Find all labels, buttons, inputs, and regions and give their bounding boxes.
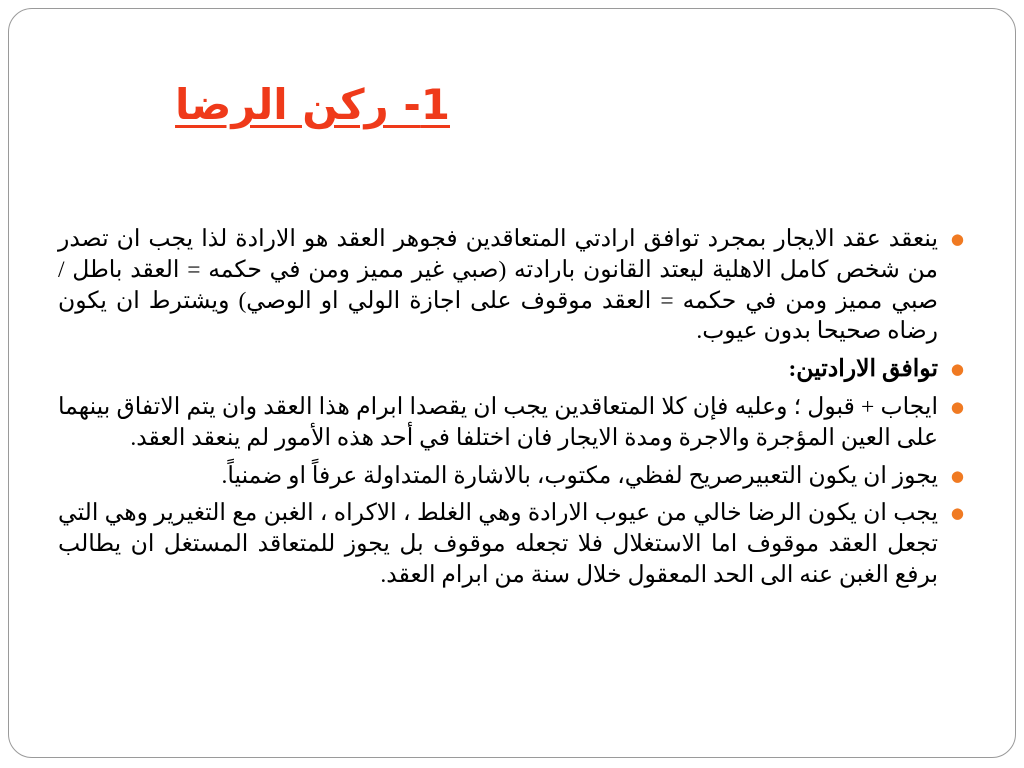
bullet-dot-icon: ●	[950, 397, 964, 416]
bullet-item	[58, 498, 964, 590]
bullet-item	[58, 392, 964, 454]
bullet-dot-icon: ●	[950, 466, 964, 485]
slide-title: 1- ركن الرضا	[175, 80, 450, 129]
bullet-item	[58, 354, 964, 385]
bullet-text: ينعقد عقد الايجار بمجرد توافق ارادتي المتعاقدين فجوهر العقد هو الارادة لذا يجب ان تصدر من شخص كامل الاهلية ليعتد القانون بارادته (صبي غير مميز ومن في حكمه = العقد باطل / صبي مميز ومن في حكمه = العقد موقوف على اجازة الولي او الوصي) ويشترط ان يكون رضاه صحيحا بدون عيوب.	[58, 226, 938, 345]
bullet-item	[58, 461, 964, 492]
bullet-dot-icon: ●	[950, 230, 964, 248]
bullet-item	[58, 224, 964, 347]
bullet-text: ايجاب + قبول ؛ وعليه فإن كلا المتعاقدين يجب ان يقصدا ابرام هذا العقد وان يتم الاتفاق بينهما على العين المؤجرة والاجرة ومدة الايجار فان اختلفا في أحد هذه الأمور لم ينعقد العقد.	[58, 393, 938, 451]
bullet-dot-icon: ●	[950, 360, 964, 379]
bullet-heading: توافق الارادتين:	[788, 356, 938, 383]
bullet-text: يجب ان يكون الرضا خالي من عيوب الارادة وهي الغلط ، الاكراه ، الغبن مع التغيرير وهي التي تجعل العقد موقوف اما الاستغلال فلا تجعله موقوف بل يجوز للمتعاقد المستغل ان يطالب برفع الغبن عنه الى الحد المعقول خلال سنة من ابرام العقد.	[58, 500, 938, 588]
bullet-dot-icon: ●	[950, 504, 964, 523]
bullet-text: يجوز ان يكون التعبيرصريح لفظي، مكتوب، بالاشارة المتداولة عرفاً او ضمنياً.	[221, 462, 938, 489]
slide-body	[58, 224, 964, 598]
bullet-list	[58, 224, 964, 591]
